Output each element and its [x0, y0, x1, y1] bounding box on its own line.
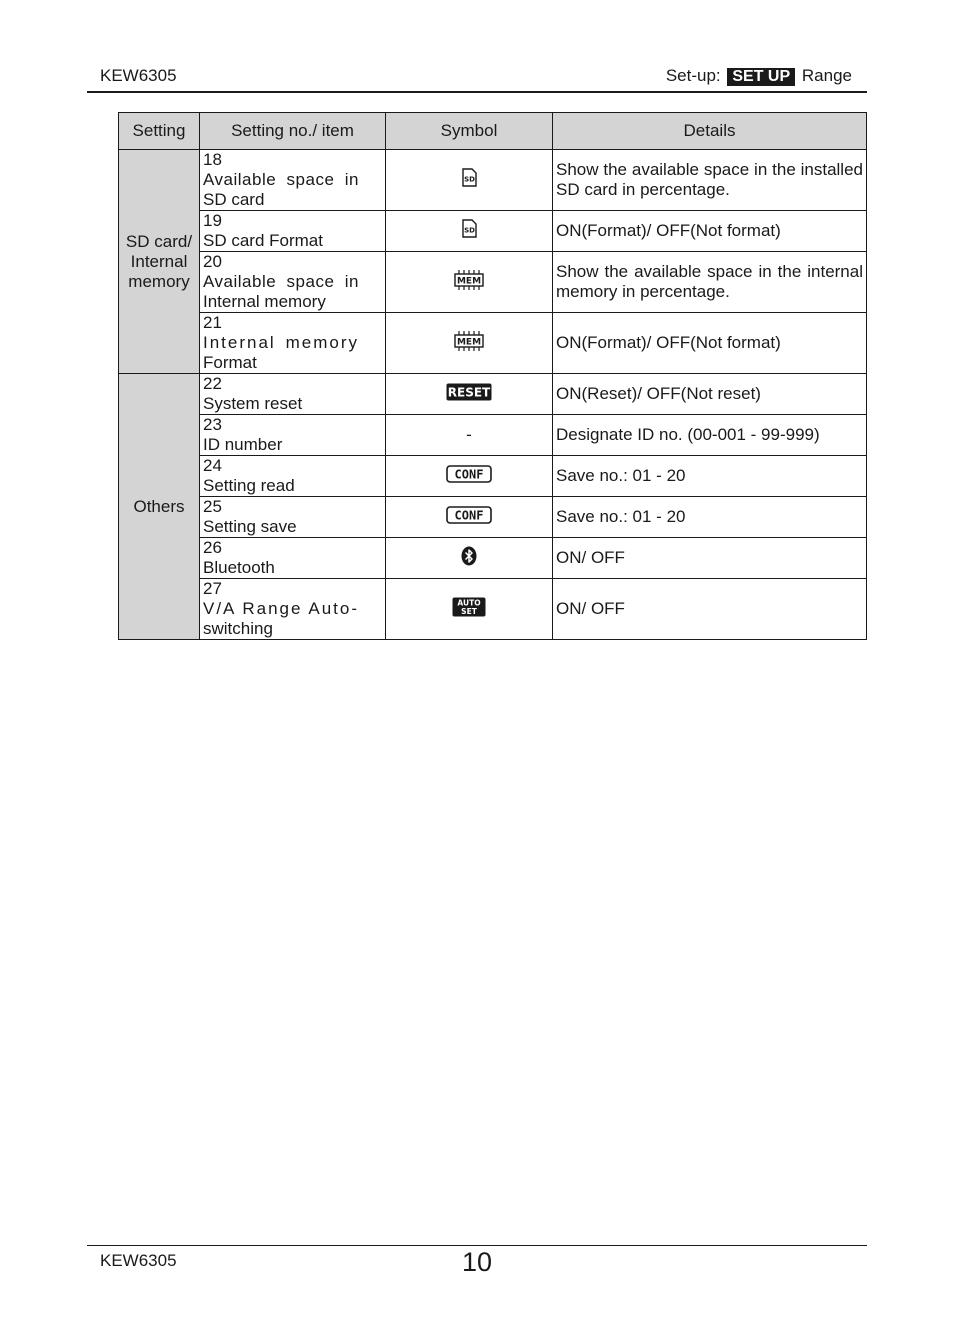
- setting-number: 21: [203, 313, 222, 332]
- header-section: [666, 66, 852, 86]
- setting-item: 22 System reset: [200, 374, 386, 415]
- bluetooth-icon: [461, 546, 477, 571]
- header-model: KEW6305: [100, 66, 177, 85]
- auto-set-icon: [452, 597, 486, 622]
- sd-card-icon: [462, 219, 477, 243]
- table-row: [119, 374, 867, 415]
- setting-item: 19 SD card Format: [200, 211, 386, 252]
- table-row: [119, 579, 867, 640]
- svg-text:SET: SET: [461, 606, 477, 616]
- setting-item: 20 Available space in Internal memory: [200, 252, 386, 313]
- setting-item: 23 ID number: [200, 415, 386, 456]
- svg-text:CONF: CONF: [454, 467, 484, 481]
- setting-number: 27: [203, 579, 222, 598]
- setup-badge: SET UP: [727, 68, 795, 86]
- table-row: [119, 415, 867, 456]
- setting-number: 26: [203, 538, 222, 557]
- setting-item: 25 Setting save: [200, 497, 386, 538]
- setting-number: 24: [203, 456, 222, 475]
- setting-item: 27 V/A Range Auto- switching: [200, 579, 386, 640]
- details-cell: ON/ OFF: [553, 538, 867, 579]
- svg-text:MEM: MEM: [456, 337, 482, 347]
- settings-table: [118, 112, 867, 640]
- table-row: [119, 538, 867, 579]
- table-row: [119, 252, 867, 313]
- svg-text:AUTO: AUTO: [457, 598, 481, 607]
- setting-number: 25: [203, 497, 222, 516]
- svg-text:SD: SD: [463, 226, 475, 235]
- table-row: [119, 497, 867, 538]
- svg-text:SD: SD: [463, 175, 475, 184]
- setting-number: 23: [203, 415, 222, 434]
- table-header-row: [119, 113, 867, 150]
- details-cell: Save no.: 01 - 20: [553, 456, 867, 497]
- column-header-item: Setting no./ item: [200, 113, 386, 150]
- conf-icon: [446, 506, 492, 529]
- setting-item: 26 Bluetooth: [200, 538, 386, 579]
- table-row: [119, 456, 867, 497]
- details-cell: Save no.: 01 - 20: [553, 497, 867, 538]
- header-setup-prefix: Set-up:: [665, 66, 721, 85]
- details-cell: Designate ID no. (00-001 - 99-999): [553, 415, 867, 456]
- footer-model: KEW6305: [100, 1251, 177, 1270]
- table-row: [119, 211, 867, 252]
- memory-icon: [453, 331, 485, 356]
- details-cell: Show the available space in the installed SD card in percentage.: [553, 150, 867, 211]
- details-cell: ON(Format)/ OFF(Not format): [553, 313, 867, 374]
- setting-item: 21 Internal memory Format: [200, 313, 386, 374]
- sd-card-icon: [462, 168, 477, 192]
- group-label-sd-card-internal-memory: SD card/ Internal memory: [119, 150, 200, 374]
- column-header-setting: Setting: [119, 113, 200, 150]
- table-row: [119, 150, 867, 211]
- table-row: [119, 313, 867, 374]
- setting-number: 22: [203, 374, 222, 393]
- footer-divider: [87, 1245, 867, 1246]
- memory-icon: [453, 270, 485, 295]
- svg-text:RESET: RESET: [447, 385, 491, 399]
- symbol-none: -: [386, 415, 553, 456]
- svg-text:CONF: CONF: [454, 508, 484, 522]
- header-setup-suffix: Range: [801, 66, 852, 85]
- header-divider: [87, 91, 867, 93]
- details-cell: ON(Format)/ OFF(Not format): [553, 211, 867, 252]
- setting-item: 18 Available space in SD card: [200, 150, 386, 211]
- reset-icon: [446, 383, 492, 406]
- setting-number: 20: [203, 252, 222, 271]
- column-header-symbol: Symbol: [386, 113, 553, 150]
- setting-number: 19: [203, 211, 222, 230]
- details-cell: ON/ OFF: [553, 579, 867, 640]
- page-number: 10: [461, 1247, 493, 1277]
- group-label-others: Others: [119, 374, 200, 640]
- details-cell: ON(Reset)/ OFF(Not reset): [553, 374, 867, 415]
- setting-item: 24 Setting read: [200, 456, 386, 497]
- column-header-details: Details: [553, 113, 867, 150]
- details-cell: Show the available space in the internal memory in percentage.: [553, 252, 867, 313]
- setting-number: 18: [203, 150, 222, 169]
- conf-icon: [446, 465, 492, 488]
- svg-text:MEM: MEM: [456, 276, 482, 286]
